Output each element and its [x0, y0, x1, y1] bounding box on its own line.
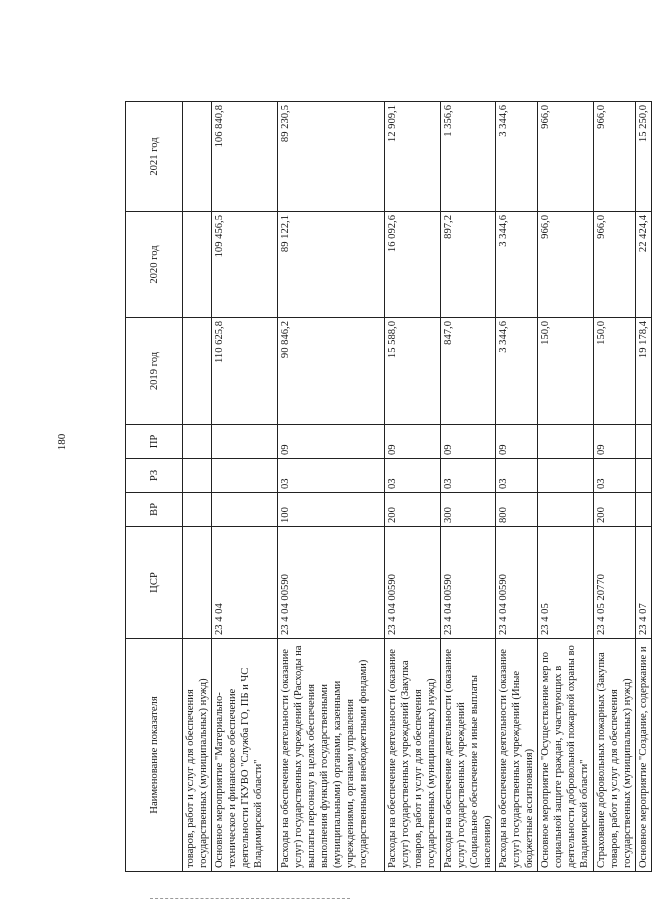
- row-2019: 847,0: [441, 318, 496, 425]
- header-csr: ЦСР: [126, 527, 183, 639]
- row-2021: 15 250,0: [636, 102, 652, 212]
- scan-edge-mark: [150, 898, 350, 900]
- page-number: 180: [56, 433, 68, 451]
- row-name: Основное мероприятие "Осуществление мер по социальной защите граждан, участвующих в деятельности добровольной пожарной охраны во Владимирской области": [538, 639, 594, 872]
- row-csr: [183, 527, 212, 639]
- table-row: [496, 102, 538, 872]
- row-csr: 23 4 04 00590: [441, 527, 496, 639]
- row-vr: 200: [594, 493, 636, 527]
- row-2021: 12 909,1: [385, 102, 441, 212]
- row-vr: 300: [441, 493, 496, 527]
- row-csr: 23 4 04 00590: [278, 527, 385, 639]
- row-2021: [183, 102, 212, 212]
- row-name: товаров, работ и услуг для обеспечения государственных (муниципальных) нужд): [183, 639, 212, 872]
- row-2020: 89 122,1: [278, 212, 385, 318]
- row-2021: 1 356,6: [441, 102, 496, 212]
- row-vr: 100: [278, 493, 385, 527]
- row-pr: [538, 425, 594, 459]
- row-pr: 09: [278, 425, 385, 459]
- row-2020: 3 344,6: [496, 212, 538, 318]
- row-2021: 89 230,5: [278, 102, 385, 212]
- header-2021: 2021 год: [126, 102, 183, 212]
- table-row: [212, 102, 278, 872]
- row-csr: 23 4 05: [538, 527, 594, 639]
- row-rz: [183, 459, 212, 493]
- row-rz: 03: [594, 459, 636, 493]
- header-rz: РЗ: [126, 459, 183, 493]
- row-csr: 23 4 04: [212, 527, 278, 639]
- row-rz: 03: [278, 459, 385, 493]
- row-name: Основное мероприятие "Создание, содержание и: [636, 639, 652, 872]
- row-vr: [183, 493, 212, 527]
- row-name: Расходы на обеспечение деятельности (оказание услуг) государственных учреждений (Расходы на выплаты персоналу в целях обеспечения выполнения функций государственными (муниципальными) органами, казенными учреждениями, органами управления государственными внебюджетными фондами): [278, 639, 385, 872]
- table-row: [385, 102, 441, 872]
- row-2021: 966,0: [594, 102, 636, 212]
- row-pr: 09: [441, 425, 496, 459]
- row-2020: 16 092,6: [385, 212, 441, 318]
- row-2020: [183, 212, 212, 318]
- header-2019: 2019 год: [126, 318, 183, 425]
- row-name: Расходы на обеспечение деятельности (оказание услуг) государственных учреждений (Социальное обеспечение и иные выплаты населению): [441, 639, 496, 872]
- row-2020: 109 456,5: [212, 212, 278, 318]
- table-row: [278, 102, 385, 872]
- row-2019: 15 588,0: [385, 318, 441, 425]
- row-rz: 03: [385, 459, 441, 493]
- table-row: [538, 102, 594, 872]
- row-2021: 966,0: [538, 102, 594, 212]
- row-pr: 09: [385, 425, 441, 459]
- row-name: Расходы на обеспечение деятельности (оказание услуг) государственных учреждений (Иные бюджетные ассигнования): [496, 639, 538, 872]
- row-pr: [636, 425, 652, 459]
- rotated-table-wrapper: [125, 102, 649, 872]
- row-vr: 200: [385, 493, 441, 527]
- row-2019: 110 625,8: [212, 318, 278, 425]
- header-vr: ВР: [126, 493, 183, 527]
- row-name: Страхование добровольных пожарных (Закупка товаров, работ и услуг для обеспечения государственных (муниципальных) нужд): [594, 639, 636, 872]
- row-2020: 966,0: [538, 212, 594, 318]
- row-name: Расходы на обеспечение деятельности (оказание услуг) государственных учреждений (Закупка товаров, работ и услуг для обеспечения государственных (муниципальных) нужд): [385, 639, 441, 872]
- row-vr: [636, 493, 652, 527]
- row-rz: [212, 459, 278, 493]
- row-vr: [212, 493, 278, 527]
- table-row: [636, 102, 652, 872]
- row-2020: 966,0: [594, 212, 636, 318]
- row-pr: [183, 425, 212, 459]
- row-vr: [538, 493, 594, 527]
- row-rz: 03: [496, 459, 538, 493]
- table-row: [594, 102, 636, 872]
- row-rz: [636, 459, 652, 493]
- row-2020: 22 424,4: [636, 212, 652, 318]
- row-pr: [212, 425, 278, 459]
- row-pr: 09: [496, 425, 538, 459]
- row-2019: 19 178,4: [636, 318, 652, 425]
- table-header-row: [126, 102, 183, 872]
- row-2019: 3 344,6: [496, 318, 538, 425]
- row-csr: 23 4 07: [636, 527, 652, 639]
- row-2021: 106 840,8: [212, 102, 278, 212]
- header-2020: 2020 год: [126, 212, 183, 318]
- row-2019: 150,0: [594, 318, 636, 425]
- header-name: Наименование показателя: [126, 639, 183, 872]
- row-pr: 09: [594, 425, 636, 459]
- table-row: [441, 102, 496, 872]
- row-csr: 23 4 05 20770: [594, 527, 636, 639]
- table-row: [183, 102, 212, 872]
- row-vr: 800: [496, 493, 538, 527]
- row-name: Основное мероприятие "Материально-техническое и финансовое обеспечение деятельности ГКУВО "Служба ГО, ПБ и ЧС Владимирской области": [212, 639, 278, 872]
- row-csr: 23 4 04 00590: [385, 527, 441, 639]
- row-2019: 150,0: [538, 318, 594, 425]
- header-pr: ПР: [126, 425, 183, 459]
- row-rz: 03: [441, 459, 496, 493]
- row-2021: 3 344,6: [496, 102, 538, 212]
- row-csr: 23 4 04 00590: [496, 527, 538, 639]
- row-2020: 897,2: [441, 212, 496, 318]
- row-2019: 90 846,2: [278, 318, 385, 425]
- budget-table: [125, 101, 652, 872]
- row-rz: [538, 459, 594, 493]
- row-2019: [183, 318, 212, 425]
